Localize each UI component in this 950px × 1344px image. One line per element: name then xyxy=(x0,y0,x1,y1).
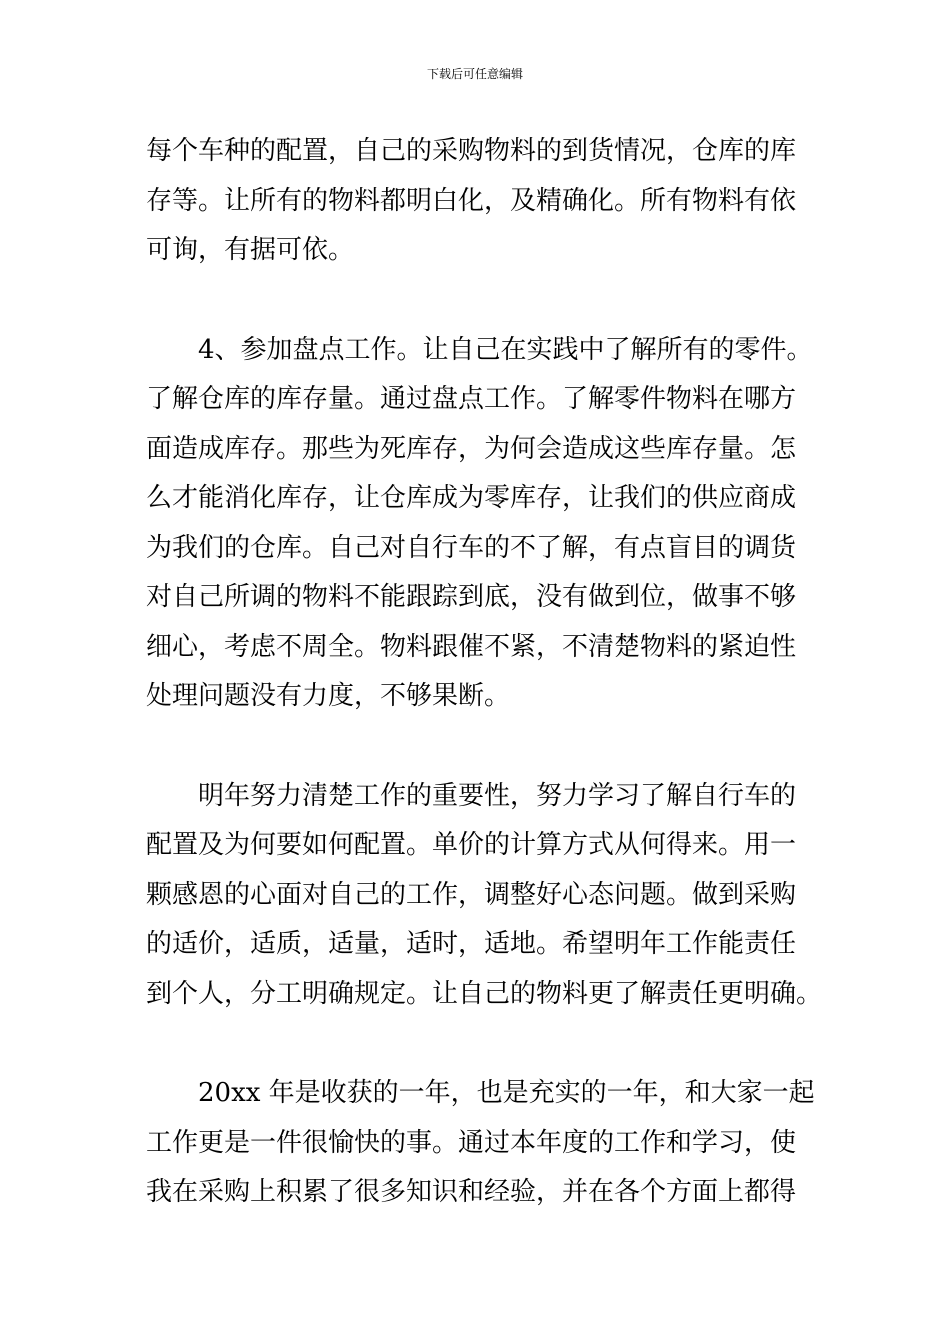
text-line: 了解仓库的库存量。通过盘点工作。了解零件物料在哪方 xyxy=(146,384,797,414)
text-line: 配置及为何要如何配置。单价的计算方式从何得来。用一 xyxy=(146,830,797,860)
paragraph xyxy=(146,1069,814,1218)
text-line: 工作更是一件很愉快的事。通过本年度的工作和学习，使 xyxy=(146,1127,797,1158)
paragraph xyxy=(146,326,814,722)
text-line: 么才能消化库存，让仓库成为零库存，让我们的供应商成 xyxy=(146,483,797,513)
text-line: 明年努力清楚工作的重要性，努力学习了解自行车的 xyxy=(198,780,797,811)
text-line: 到个人，分工明确规定。让自己的物料更了解责任更明确。 xyxy=(146,978,823,1009)
text-line: 对自己所调的物料不能跟踪到底，没有做到位，做事不够 xyxy=(146,582,797,612)
text-line: 颗感恩的心面对自己的工作，调整好心态问题。做到采购 xyxy=(146,879,797,910)
text-line: 面造成库存。那些为死库存，为何会造成这些库存量。怎 xyxy=(146,433,797,464)
text-line: 为我们的仓库。自己对自行车的不了解，有点盲目的调货 xyxy=(146,532,797,563)
text-line: 处理问题没有力度，不够果断。 xyxy=(146,681,511,711)
text-line: 的适价，适质，适量，适时，适地。希望明年工作能责任 xyxy=(146,929,797,959)
paragraph-gap xyxy=(146,1019,814,1069)
paragraph-gap xyxy=(146,722,814,772)
text-line: 每个车种的配置，自己的采购物料的到货情况，仓库的库 xyxy=(146,136,797,166)
paragraph-gap xyxy=(146,276,814,326)
text-line: 可询，有据可依。 xyxy=(146,235,355,265)
text-line: 存等。让所有的物料都明白化，及精确化。所有物料有依 xyxy=(146,185,797,216)
paragraph xyxy=(146,127,814,276)
text-line: 4、参加盘点工作。让自己在实践中了解所有的零件。 xyxy=(198,334,813,365)
text-line: 我在采购上积累了很多知识和经验，并在各个方面上都得 xyxy=(146,1177,797,1207)
text-line: 细心，考虑不周全。物料跟催不紧，不清楚物料的紧迫性 xyxy=(146,631,797,662)
paragraph xyxy=(146,772,823,1020)
page-header-note: 下载后可任意编辑 xyxy=(426,67,523,81)
text-line: 20xx 年是收获的一年，也是充实的一年，和大家一起 xyxy=(198,1078,815,1108)
document-body xyxy=(146,127,823,1218)
